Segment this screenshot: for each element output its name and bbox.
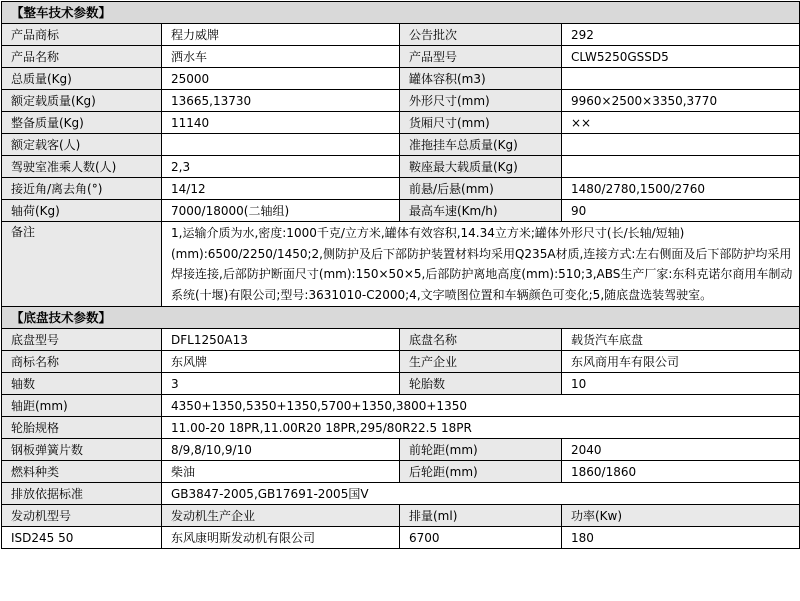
param-value: GB3847-2005,GB17691-2005国Ⅴ (162, 483, 800, 505)
vehicle-param-row (2, 68, 800, 90)
param-label: 轴距(mm) (2, 395, 162, 417)
param-value: DFL1250A13 (162, 329, 400, 351)
param-label: 商标名称 (2, 351, 162, 373)
param-label: 驾驶室准乘人数(人) (2, 156, 162, 178)
vehicle-param-row (2, 134, 800, 156)
engine-value-cell: 180 (562, 527, 800, 549)
param-value: 洒水车 (162, 46, 400, 68)
engine-value-cell: ISD245 50 (2, 527, 162, 549)
vehicle-section-title: 【整车技术参数】 (2, 2, 800, 24)
param-value: 1480/2780,1500/2760 (562, 178, 800, 200)
param-label: 轮胎数 (400, 373, 562, 395)
vehicle-param-row (2, 90, 800, 112)
param-label: 准拖挂车总质量(Kg) (400, 134, 562, 156)
remarks-label: 备注 (2, 222, 162, 307)
engine-header-cell: 功率(Kw) (562, 505, 800, 527)
param-label: 产品商标 (2, 24, 162, 46)
param-label: 罐体容积(m3) (400, 68, 562, 90)
param-value: 11.00-20 18PR,11.00R20 18PR,295/80R22.5 18PR (162, 417, 800, 439)
vehicle-param-row (2, 24, 800, 46)
param-value: 11140 (162, 112, 400, 134)
param-label: 产品名称 (2, 46, 162, 68)
param-value (562, 134, 800, 156)
param-value: 13665,13730 (162, 90, 400, 112)
param-value: 25000 (162, 68, 400, 90)
chassis-param-row (2, 461, 800, 483)
engine-header-cell: 排量(ml) (400, 505, 562, 527)
param-label: 生产企业 (400, 351, 562, 373)
param-value: 14/12 (162, 178, 400, 200)
param-value: CLW5250GSSD5 (562, 46, 800, 68)
param-label: 燃料种类 (2, 461, 162, 483)
emission-row (2, 483, 800, 505)
param-value: 柴油 (162, 461, 400, 483)
engine-value-cell: 东风康明斯发动机有限公司 (162, 527, 400, 549)
param-value: 10 (562, 373, 800, 395)
param-value (162, 134, 400, 156)
param-label: 前悬/后悬(mm) (400, 178, 562, 200)
param-label: 排放依据标准 (2, 483, 162, 505)
vehicle-param-row (2, 200, 800, 222)
chassis-section-title: 【底盘技术参数】 (2, 307, 800, 329)
param-label: 前轮距(mm) (400, 439, 562, 461)
param-label: 外形尺寸(mm) (400, 90, 562, 112)
param-label: 整备质量(Kg) (2, 112, 162, 134)
engine-value-cell: 6700 (400, 527, 562, 549)
param-value: 7000/18000(二轴组) (162, 200, 400, 222)
param-value: 3 (162, 373, 400, 395)
vehicle-param-row (2, 156, 800, 178)
engine-header-cell: 发动机型号 (2, 505, 162, 527)
param-label: 公告批次 (400, 24, 562, 46)
chassis-param-row (2, 329, 800, 351)
chassis-param-row (2, 439, 800, 461)
param-label: 底盘名称 (400, 329, 562, 351)
param-label: 后轮距(mm) (400, 461, 562, 483)
param-label: 轮胎规格 (2, 417, 162, 439)
param-label: 底盘型号 (2, 329, 162, 351)
param-label: 最高车速(Km/h) (400, 200, 562, 222)
spec-table (1, 1, 800, 549)
param-value (562, 68, 800, 90)
spec-sheet (1, 1, 799, 549)
param-value: 1860/1860 (562, 461, 800, 483)
param-value (562, 156, 800, 178)
param-label: 轴荷(Kg) (2, 200, 162, 222)
tire-row (2, 417, 800, 439)
remarks-text: 1,运输介质为水,密度:1000千克/立方米,罐体有效容积,14.34立方米;罐体外形尺寸(长/长轴/短轴)(mm):6500/2250/1450;2,侧防护及后下部防护装置材料均采用Q235A材质,连接方式:左右侧面及后下部防护均采用焊接连接,后部防护断面尺寸(mm):150×50×5,后部防护离地高度(mm):510;3,ABS生产厂家:东科克诺尔商用车制动系统(十堰)有限公司;型号:3631010-C2000;4,文字喷图位置和车辆颜色可变化;5,随底盘选装驾驶室。 (162, 222, 800, 307)
param-value: 程力威牌 (162, 24, 400, 46)
chassis-param-row (2, 373, 800, 395)
param-value: 东风商用车有限公司 (562, 351, 800, 373)
param-value: 2,3 (162, 156, 400, 178)
param-value: ×× (562, 112, 800, 134)
param-value: 2040 (562, 439, 800, 461)
wheelbase-row (2, 395, 800, 417)
engine-row (2, 527, 800, 549)
param-label: 额定载客(人) (2, 134, 162, 156)
param-value: 8/9,8/10,9/10 (162, 439, 400, 461)
param-value: 载货汽车底盘 (562, 329, 800, 351)
param-label: 总质量(Kg) (2, 68, 162, 90)
engine-header-cell: 发动机生产企业 (162, 505, 400, 527)
param-label: 货厢尺寸(mm) (400, 112, 562, 134)
param-label: 产品型号 (400, 46, 562, 68)
vehicle-param-row (2, 178, 800, 200)
param-value: 292 (562, 24, 800, 46)
param-value: 东风牌 (162, 351, 400, 373)
param-label: 额定载质量(Kg) (2, 90, 162, 112)
engine-header-row (2, 505, 800, 527)
param-value: 9960×2500×3350,3770 (562, 90, 800, 112)
param-label: 轴数 (2, 373, 162, 395)
param-label: 钢板弹簧片数 (2, 439, 162, 461)
param-value: 4350+1350,5350+1350,5700+1350,3800+1350 (162, 395, 800, 417)
param-label: 接近角/离去角(°) (2, 178, 162, 200)
vehicle-param-row (2, 112, 800, 134)
vehicle-param-row (2, 46, 800, 68)
param-value: 90 (562, 200, 800, 222)
chassis-param-row (2, 351, 800, 373)
param-label: 鞍座最大载质量(Kg) (400, 156, 562, 178)
